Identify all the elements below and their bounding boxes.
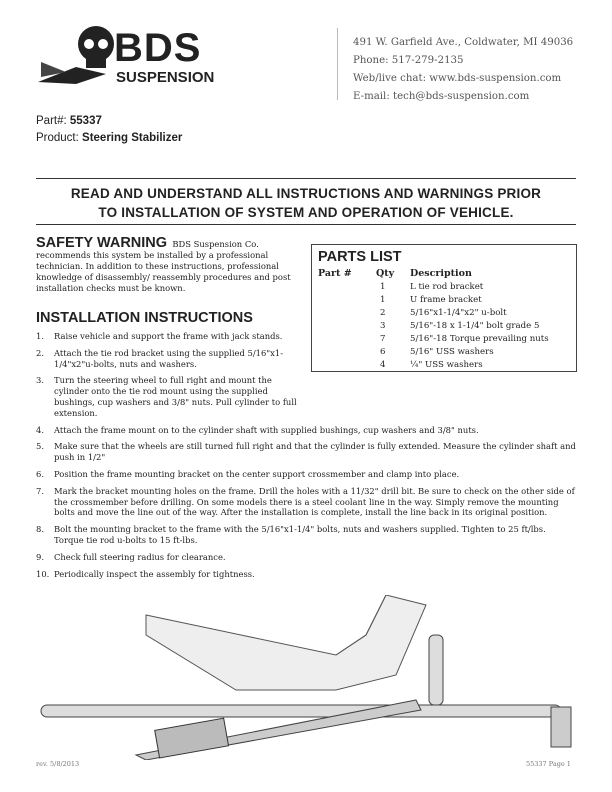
instruction-step xyxy=(36,375,304,418)
step-text: Check full steering radius for clearance. xyxy=(54,551,226,562)
parts-cell-qty: 7 xyxy=(380,333,386,344)
step-number: 4. xyxy=(36,424,44,435)
page-number: 55337 Page 1 xyxy=(526,760,571,768)
instruction-step xyxy=(36,348,304,370)
step-text: Make sure that the wheels are still turned full right and that the cylinder is fully extended. Measure the cylinder shaft and push in 1/2" xyxy=(54,441,576,463)
banner-line: READ AND UNDERSTAND ALL INSTRUCTIONS AND WARNINGS PRIOR xyxy=(70,186,542,201)
instruction-step xyxy=(36,552,576,563)
parts-cell-qty: 2 xyxy=(380,307,386,318)
product-label: Product: xyxy=(36,132,79,144)
step-text: Attach the frame mount on to the cylinder shaft with supplied bushings, cup washers and 3/8" nuts. xyxy=(54,424,479,435)
step-text: Mark the bracket mounting holes on the frame. Drill the holes with a 11/32" drill bit. Be sure to check on the other side of the crossmember before drilling. On some models there is a steel coolant line in the way. Simply remove the mounting bolts and move the line out of the way. After the installation is complete, install the line back in its original position. xyxy=(54,485,575,518)
parts-cell-desc: 5/16" USS washers xyxy=(410,346,494,357)
step-text: Raise vehicle and support the frame with jack stands. xyxy=(54,331,283,341)
parts-cell-qty: 1 xyxy=(380,294,386,305)
parts-row xyxy=(318,293,549,306)
parts-list-title: PARTS LIST xyxy=(318,249,402,265)
part-number: 55337 xyxy=(69,115,102,127)
safety-warning xyxy=(36,235,304,294)
steering-stabilizer-illustration xyxy=(36,595,581,760)
step-text: Position the frame mounting bracket on the center support crossmember and clamp into place. xyxy=(54,468,460,479)
phone: Phone: 517-279-2135 xyxy=(353,55,464,66)
instruction-step xyxy=(36,469,576,480)
safety-text: BDS Suspension Co. recommends this system be installed by a professional technician. In addition to these instructions, professional knowledge of disassembly/ reassembly procedures and post installation checks must be known. xyxy=(36,239,291,293)
bds-logo xyxy=(36,22,226,102)
revision-date: rev. 5/8/2013 xyxy=(36,760,80,768)
step-number: 7. xyxy=(36,485,44,496)
parts-cell-desc: 5/16"x1-1/4"x2" u-bolt xyxy=(410,307,507,318)
warning-banner xyxy=(36,184,576,222)
col-header: Qty xyxy=(376,268,395,279)
divider xyxy=(337,28,338,100)
part-label: Part#: xyxy=(36,115,67,127)
instruction-step xyxy=(36,331,304,342)
safety-title: SAFETY WARNING xyxy=(36,235,168,251)
instruction-step xyxy=(36,569,576,580)
parts-cell-desc: 5/16"-18 x 1-1/4" bolt grade 5 xyxy=(410,320,540,331)
step-number: 9. xyxy=(36,551,44,562)
logo-text: BDS xyxy=(114,26,202,70)
parts-cell-qty: 4 xyxy=(380,359,386,370)
step-number: 5. xyxy=(36,441,44,452)
instruction-step xyxy=(36,524,576,546)
email[interactable]: E-mail: tech@bds-suspension.com xyxy=(353,91,530,102)
col-header: Part # xyxy=(318,268,352,279)
website[interactable]: Web/live chat: www.bds-suspension.com xyxy=(353,73,562,84)
step-number: 6. xyxy=(36,468,44,479)
parts-cell-qty: 3 xyxy=(380,320,386,331)
instructions-list xyxy=(36,331,576,585)
parts-cell-part xyxy=(318,280,376,293)
step-number: 10. xyxy=(36,568,50,579)
parts-cell-qty: 1 xyxy=(380,281,386,292)
instruction-step xyxy=(36,425,576,436)
instructions-title: INSTALLATION INSTRUCTIONS xyxy=(36,310,253,326)
parts-cell-desc: ¼" USS washers xyxy=(410,359,483,370)
step-text: Bolt the mounting bracket to the frame with the 5/16"x1-1/4" bolts, nuts and washers supplied. Tighten to 25 ft/lbs. Torque tie rod u-bolts to 15 ft-lbs. xyxy=(54,524,546,545)
step-number: 3. xyxy=(36,375,44,386)
logo-subtext: SUSPENSION xyxy=(116,69,215,86)
parts-cell-desc: 5/16"-18 Torque prevailing nuts xyxy=(410,333,549,344)
step-number: 8. xyxy=(36,524,44,535)
parts-cell-desc: U frame bracket xyxy=(410,294,482,305)
step-number: 1. xyxy=(36,331,44,341)
parts-row xyxy=(318,306,549,319)
col-header: Description xyxy=(410,268,472,279)
step-text: Turn the steering wheel to full right and mount the cylinder onto the tie rod mount using the supplied bushings, cup washers and 3/8" nuts. Pull cylinder to full extension. xyxy=(54,375,297,418)
product-name: Steering Stabilizer xyxy=(82,132,183,144)
step-text: Attach the tie rod bracket using the supplied 5/16"x1-1/4"x2"u-bolts, nuts and washers. xyxy=(54,347,284,369)
step-text: Periodically inspect the assembly for tightness. xyxy=(54,568,255,579)
parts-row xyxy=(318,280,549,293)
parts-cell-qty: 6 xyxy=(380,346,386,357)
instruction-step xyxy=(36,441,576,463)
part-info xyxy=(36,113,182,147)
step-number: 2. xyxy=(36,347,44,358)
instruction-step xyxy=(36,486,576,518)
address: 491 W. Garfield Ave., Coldwater, MI 49036 xyxy=(353,37,574,48)
banner-line: TO INSTALLATION OF SYSTEM AND OPERATION OF VEHICLE. xyxy=(98,205,514,220)
divider xyxy=(36,224,576,225)
parts-cell-part xyxy=(318,293,376,306)
parts-cell-part xyxy=(318,306,376,319)
divider xyxy=(36,178,576,179)
parts-cell-desc: L tie rod bracket xyxy=(410,281,484,292)
contact-info xyxy=(353,34,573,106)
